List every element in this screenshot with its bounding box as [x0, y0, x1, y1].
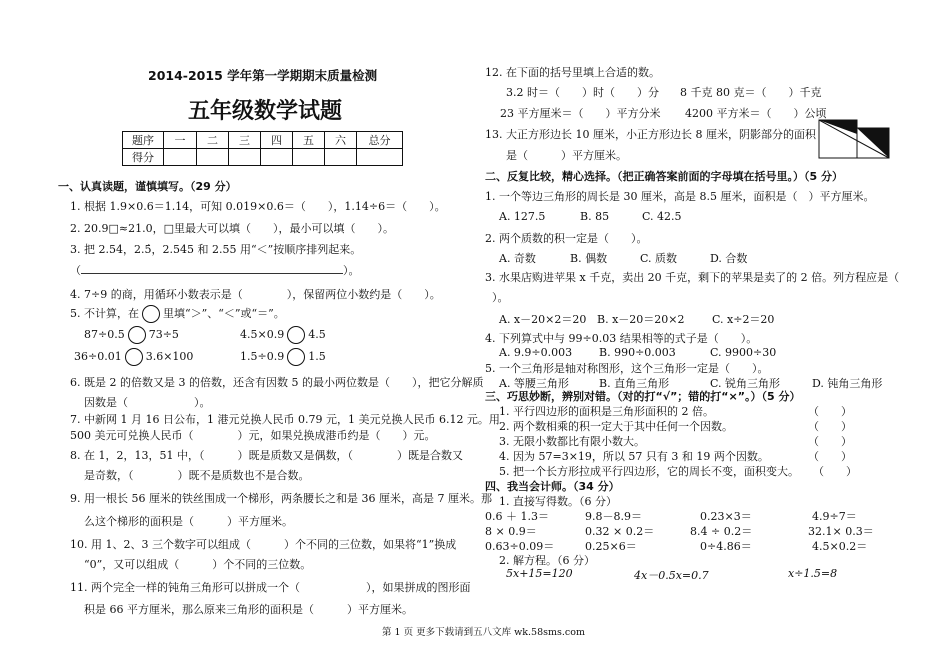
calc-item: 0÷4.86＝ — [700, 540, 752, 553]
judge-item: 4. 因为 57=3×19，所以 57 只有 3 和 19 两个因数。 — [499, 450, 769, 463]
answer-bracket-close: ）。 — [343, 264, 360, 277]
compare-row-2b — [240, 348, 326, 366]
calc-item: 9.8－8.9＝ — [585, 510, 642, 523]
equation: 5x+15=120 — [506, 567, 573, 580]
judge-item: 5. 把一个长方形拉成平行四边形，它的周长不变，面积变大。 — [499, 465, 799, 478]
option[interactable]: B. x－20＝20×2 — [597, 313, 685, 326]
question-9-line2: 么这个梯形的面积是（ ）平方厘米。 — [84, 515, 293, 528]
score-input-cell[interactable] — [357, 149, 403, 166]
score-input-cell[interactable] — [164, 149, 197, 166]
question-9-line1: 9. 用一根长 56 厘米的铁丝围成一个梯形，两条腰长之和是 36 厘米，高是 7 厘米。那 — [70, 492, 492, 505]
score-cell: 三 — [229, 132, 261, 149]
calc-item: 32.1× 0.3＝ — [808, 525, 874, 538]
score-cell: 一 — [164, 132, 197, 149]
question-12-item: 8 千克 80 克＝（ ）千克 — [680, 86, 822, 99]
question-11-line1: 11. 两个完全一样的钝角三角形可以拼成一个（ ），如果拼成的图形面 — [70, 581, 471, 594]
page-title: 五年级数学试题 — [188, 98, 343, 124]
option[interactable]: A. 奇数 — [499, 252, 536, 265]
score-table-score-row — [123, 149, 403, 166]
option[interactable]: C. 9900÷30 — [710, 346, 777, 359]
s2-question-3-line1: 3. 水果店购进苹果 x 千克，卖出 20 千克，剩下的苹果是卖了的 2 倍。列方程应是（ — [485, 271, 900, 284]
option[interactable]: C. x÷2＝20 — [712, 313, 775, 326]
compare-circle[interactable] — [128, 326, 146, 344]
s2-question-2: 2. 两个质数的积一定是（ ）。 — [485, 232, 648, 245]
question-8-line2: 是奇数，（ ）既不是质数也不是合数。 — [84, 469, 310, 482]
equation: 4x－0.5x=0.7 — [634, 569, 709, 582]
calc-item: 0.63÷0.09＝ — [485, 540, 555, 553]
s4-question-1: 1. 直接写得数。（6 分） — [499, 495, 617, 508]
question-5 — [70, 305, 285, 323]
question-12-item: 4200 平方米＝（ ）公顷 — [685, 107, 827, 120]
question-4: 4. 7÷9 的商，用循环小数表示是（ ），保留两位小数约是（ ）。 — [70, 288, 441, 301]
compare-row-2 — [74, 348, 193, 366]
judge-item: 2. 两个数相乘的积一定大于其中任何一个因数。 — [499, 420, 733, 433]
question-10-line1: 10. 用 1、2、3 三个数字可以组成（ ）个不同的三位数，如果将“1”换成 — [70, 538, 457, 551]
compare-row-1b — [240, 326, 326, 344]
option[interactable]: B. 直角三角形 — [599, 377, 670, 390]
equation: x÷1.5=8 — [788, 567, 838, 580]
compare-expr: 1.5 — [308, 350, 326, 363]
question-7-line2: 500 美元可兑换人民币（ ）元，如果兑换成港币约是（ ）元。 — [70, 429, 436, 442]
question-6-line2: 因数是（ ）。 — [84, 396, 211, 409]
judge-bracket[interactable]: （ ） — [808, 420, 852, 433]
question-1: 1. 根据 1.9×0.6＝1.14，可知 0.019×0.6＝（ ），1.14÷6＝（ ）。 — [70, 200, 446, 213]
score-cell: 五 — [293, 132, 325, 149]
score-cell: 四 — [261, 132, 293, 149]
question-5-tail: 里填“＞”、“＜”或“＝”。 — [163, 307, 285, 320]
compare-circle[interactable] — [287, 326, 305, 344]
question-8-line1: 8. 在 1，2，13，51 中，（ ）既是质数又是偶数，（ ）既是合数又 — [70, 449, 463, 462]
s2-question-5: 5. 一个三角形是轴对称图形，这个三角形一定是（ ）。 — [485, 362, 769, 375]
exam-year-title: 2014-2015 学年第一学期期末质量检测 — [148, 68, 378, 83]
answer-line[interactable] — [81, 264, 343, 274]
calc-item: 0.23×3＝ — [700, 510, 752, 523]
calc-item: 0.25×6＝ — [585, 540, 637, 553]
option[interactable]: B. 85 — [580, 210, 610, 223]
score-table — [122, 131, 403, 166]
score-cell: 题序 — [123, 132, 164, 149]
question-7-line1: 7. 中新网 1 月 16 日公布，1 港元兑换人民币 0.79 元，1 美元兑换人民币 6.12 元。用 — [70, 413, 500, 426]
s4-question-2: 2. 解方程。（6 分） — [499, 554, 595, 567]
score-input-cell[interactable] — [293, 149, 325, 166]
option[interactable]: D. 钝角三角形 — [812, 377, 883, 390]
calc-item: 0.6 ＋ 1.3＝ — [485, 510, 549, 523]
judge-bracket[interactable]: （ ） — [808, 405, 852, 418]
option[interactable]: D. 合数 — [710, 252, 748, 265]
page-footer: 第 1 页 更多下载请到五八文库 wk.58sms.com — [382, 627, 585, 638]
calc-item: 0.32 × 0.2＝ — [585, 525, 655, 538]
question-11-line2: 积是 66 平方厘米，那么原来三角形的面积是（ ）平方厘米。 — [84, 603, 413, 616]
question-12-item: 3.2 时＝（ ）时（ ）分 — [506, 86, 659, 99]
question-13-line2: 是（ ）平方厘米。 — [506, 149, 627, 162]
option[interactable]: A. x－20×2＝20 — [499, 313, 587, 326]
score-row-label: 得分 — [123, 149, 164, 166]
question-6-line1: 6. 既是 2 的倍数又是 3 的倍数，还含有因数 5 的最小两位数是（ ），把它分解质 — [70, 376, 484, 389]
option[interactable]: A. 127.5 — [499, 210, 546, 223]
calc-item: 8 × 0.9＝ — [485, 525, 537, 538]
calc-item: 8.4 ÷ 0.2＝ — [690, 525, 753, 538]
option[interactable]: C. 质数 — [640, 252, 678, 265]
question-3: 3. 把 2.54，2.5̇，2.545 和 2.55 用“＜”按顺序排列起来。 — [70, 243, 362, 256]
question-5-lead: 5. 不计算，在 — [70, 307, 139, 320]
compare-expr: 4.5 — [308, 328, 326, 341]
option[interactable]: C. 锐角三角形 — [710, 377, 781, 390]
option[interactable]: B. 偶数 — [570, 252, 608, 265]
judge-item: 3. 无限小数都比有限小数大。 — [499, 435, 645, 448]
score-input-cell[interactable] — [325, 149, 357, 166]
question-12-item: 23 平方厘米＝（ ）平方分米 — [500, 107, 661, 120]
judge-bracket[interactable]: （ ） — [808, 435, 852, 448]
s2-question-3-line2: ）。 — [492, 291, 509, 304]
compare-expr: 87÷0.5 — [84, 328, 125, 341]
answer-bracket-open: （ — [70, 264, 81, 277]
score-cell: 六 — [325, 132, 357, 149]
compare-expr: 1.5÷0.9 — [240, 350, 285, 363]
judge-item: 1. 平行四边形的面积是三角形面积的 2 倍。 — [499, 405, 714, 418]
question-10-line2: “0”，又可以组成（ ）个不同的三位数。 — [84, 558, 312, 571]
section3-title: 三、巧思妙断，辨别对错。（对的打“√”；错的打“×”。）（5 分） — [485, 390, 801, 403]
section1-title: 一、认真读题，谨慎填写。（29 分） — [58, 180, 237, 193]
score-input-cell[interactable] — [197, 149, 229, 166]
section4-title: 四、我当会计师。（34 分） — [485, 480, 620, 493]
compare-expr: 3.6×100 — [145, 350, 194, 363]
compare-circle[interactable] — [125, 348, 143, 366]
score-table-header-row — [123, 132, 403, 149]
calc-item: 4.9÷7＝ — [812, 510, 857, 523]
compare-row-1 — [84, 326, 179, 344]
calc-item: 4.5×0.2＝ — [812, 540, 868, 553]
compare-circle[interactable] — [142, 305, 160, 323]
question-12: 12. 在下面的括号里填上合适的数。 — [485, 66, 660, 79]
option[interactable]: B. 990÷0.003 — [599, 346, 676, 359]
score-cell: 二 — [197, 132, 229, 149]
score-input-cell[interactable] — [229, 149, 261, 166]
s2-question-4: 4. 下列算式中与 99÷0.03 结果相等的式子是（ ）。 — [485, 332, 758, 345]
option[interactable]: A. 等腰三角形 — [499, 377, 569, 390]
s2-question-1: 1. 一个等边三角形的周长是 30 厘米，高是 8.5 厘米，面积是（ ）平方厘米。 — [485, 190, 875, 203]
squares-figure — [818, 119, 892, 159]
judge-bracket[interactable]: （ ） — [813, 465, 857, 478]
compare-expr: 4.5×0.9 — [240, 328, 285, 341]
compare-expr: 36÷0.01 — [74, 350, 122, 363]
judge-bracket[interactable]: （ ） — [808, 450, 852, 463]
compare-circle[interactable] — [287, 348, 305, 366]
compare-expr: 73÷5 — [148, 328, 179, 341]
section2-title: 二、反复比较，精心选择。（把正确答案前面的字母填在括号里。）（5 分） — [485, 170, 843, 183]
option[interactable]: A. 9.9÷0.003 — [499, 346, 573, 359]
question-13-line1: 13. 大正方形边长 10 厘米，小正方形边长 8 厘米，阴影部分的面积 — [485, 128, 816, 141]
question-2: 2. 20.9□≈21.0，□里最大可以填（ ），最小可以填（ ）。 — [70, 222, 394, 235]
question-3-answer-line — [70, 262, 360, 278]
option[interactable]: C. 42.5 — [642, 210, 682, 223]
score-cell: 总分 — [357, 132, 403, 149]
score-input-cell[interactable] — [261, 149, 293, 166]
